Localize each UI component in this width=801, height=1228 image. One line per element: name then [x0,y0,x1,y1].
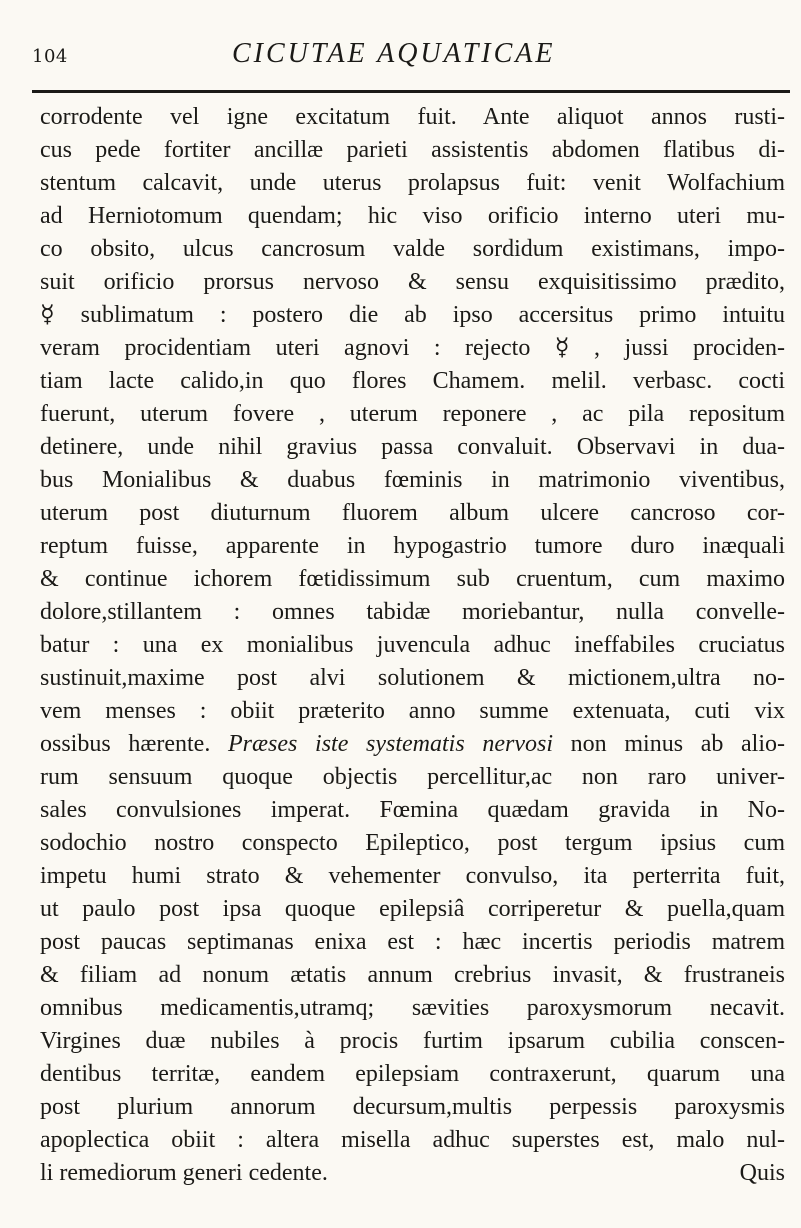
page-number: 104 [32,46,68,67]
text-line: sales convulsiones imperat. Fœmina quædam gravida in No- [40,797,785,823]
catchword: Quis [739,1160,785,1186]
text-line: post plurium annorum decursum,multis perpessis paroxysmis [40,1094,785,1120]
text-line: bus Monialibus & duabus fœminis in matrimonio viventibus, [40,467,785,493]
text-line: dolore,stillantem : omnes tabidæ moriebantur, nulla convelle- [40,599,785,625]
text-line: rum sensuum quoque objectis percellitur,ac non raro univer- [40,764,785,790]
italic-phrase: Præses iste systematis nervosi [228,731,554,757]
text-line: sodochio nostro conspecto Epileptico, post tergum ipsius cum [40,830,785,856]
text-line: Virgines duæ nubiles à procis furtim ipsarum cubilia conscen- [40,1028,785,1054]
text-line: apoplectica obiit : altera misella adhuc superstes est, malo nul- [40,1127,785,1153]
body-text [40,100,785,1200]
text-line-with-italic: ossibus hærente. Præses iste systematis nervosi non minus ab alio- [40,731,786,757]
text-line: ☿ sublimatum : postero die ab ipso accersitus primo intuitu [40,302,785,328]
text-line: tiam lacte calido,in quo flores Chamem. melil. verbasc. cocti [40,368,785,394]
text-line: impetu humi strato & vehementer convulso, ita perterrita fuit, [40,863,785,889]
text-line: reptum fuisse, apparente in hypogastrio tumore duro inæquali [40,533,785,559]
text-line: dentibus territæ, eandem epilepsiam contraxerunt, quarum una [40,1061,785,1087]
text-line: sustinuit,maxime post alvi solutionem & mictionem,ultra no- [40,665,785,691]
text-line: veram procidentiam uteri agnovi : rejecto ☿ , jussi prociden- [40,335,785,361]
header-rule [32,90,790,93]
text-line: fuerunt, uterum fovere , uterum reponere , ac pila repositum [40,401,785,427]
text-line: corrodente vel igne excitatum fuit. Ante aliquot annos rusti- [40,104,785,130]
text-line: & continue ichorem fœtidissimum sub cruentum, cum maximo [40,566,785,592]
text-line: suit orificio prorsus nervoso & sensu exquisitissimo prædito, [40,269,785,295]
text-line: batur : una ex monialibus juvencula adhuc ineffabiles cruciatus [40,632,785,658]
text-line: ut paulo post ipsa quoque epilepsiâ corriperetur & puella,quam [40,896,785,922]
text-line: ad Herniotomum quendam; hic viso orificio interno uteri mu- [40,203,785,229]
text-line: co obsito, ulcus cancrosum valde sordidum existimans, impo- [40,236,785,262]
text-line: detinere, unde nihil gravius passa convaluit. Observavi in dua- [40,434,785,460]
text-line: li remediorum generi cedente. [40,1160,328,1186]
text-line: cus pede fortiter ancillæ parieti assistentis abdomen flatibus di- [40,137,785,163]
text-line: uterum post diuturnum fluorem album ulcere cancroso cor- [40,500,785,526]
text-line: post paucas septimanas enixa est : hæc incertis periodis matrem [40,929,785,955]
text-line: stentum calcavit, unde uterus prolapsus fuit: venit Wolfachium [40,170,785,196]
text-line: vem menses : obiit præterito anno summe extenuata, cuti vix [40,698,785,724]
running-head [32,38,792,78]
text-line: omnibus medicamentis,utramq; sævities paroxysmorum necavit. [40,995,785,1021]
running-title: CICUTAE AQUATICAE [232,38,556,69]
text-line: & filiam ad nonum ætatis annum crebrius invasit, & frustraneis [40,962,785,988]
